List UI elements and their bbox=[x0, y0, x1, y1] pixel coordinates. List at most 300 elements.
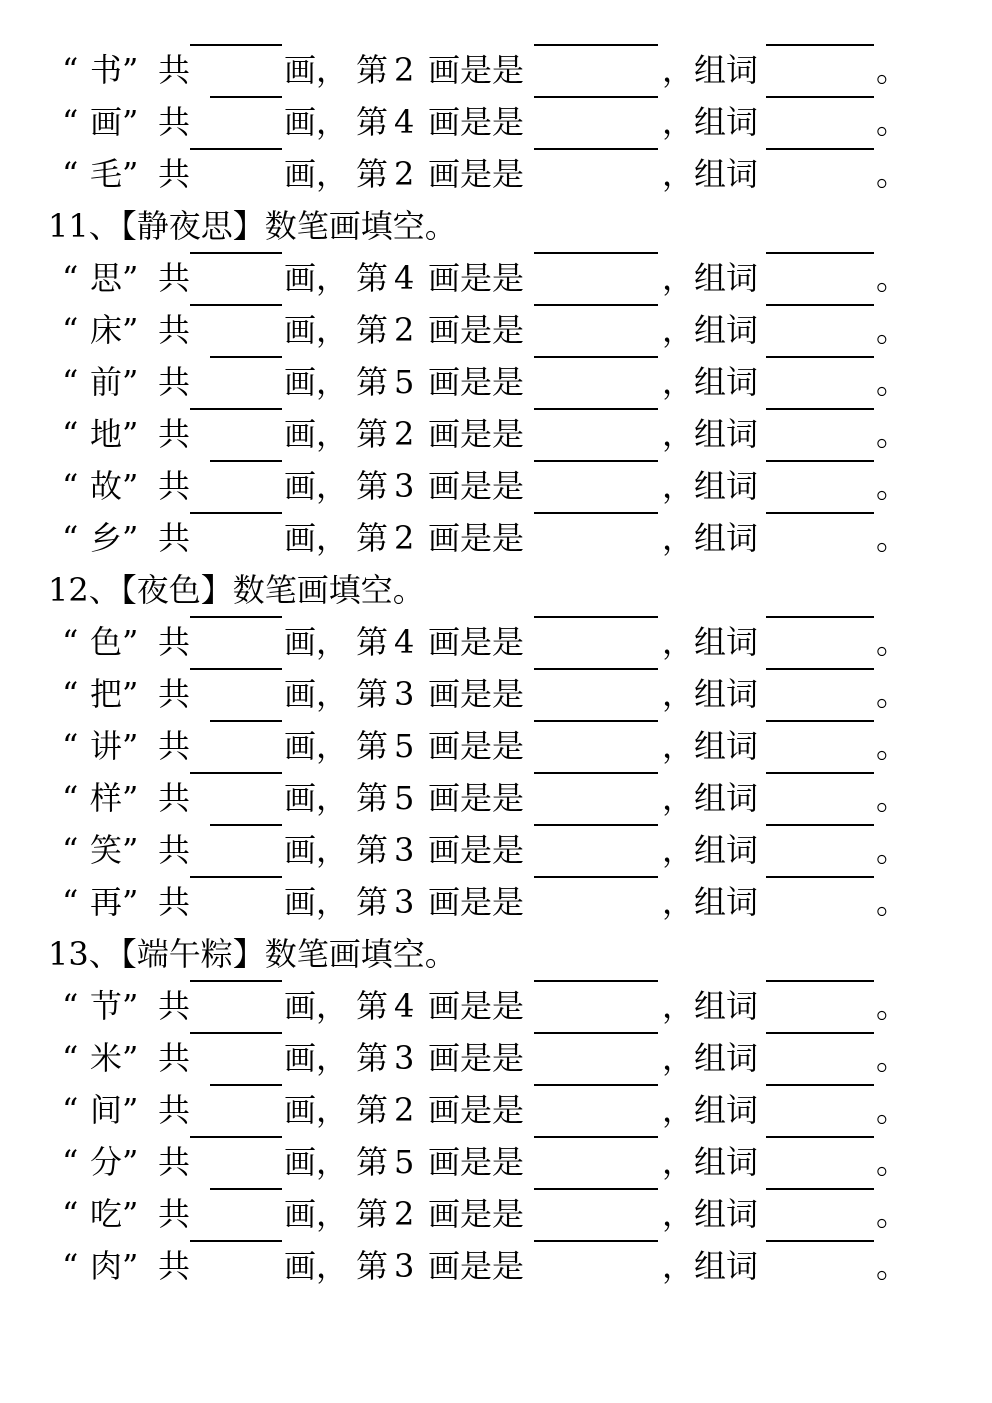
ordinal-prefix: 第 bbox=[356, 51, 389, 89]
ordinal-suffix: 画是是 bbox=[428, 1091, 525, 1129]
ordinal-suffix: 画是是 bbox=[428, 831, 525, 869]
stroke-number: 2 bbox=[394, 51, 415, 89]
end-mark: 。 bbox=[876, 415, 909, 453]
stroke-unit: 画， bbox=[284, 311, 349, 349]
total-label: 共 bbox=[158, 779, 191, 817]
open-quote: “ bbox=[62, 51, 79, 89]
ordinal-prefix: 第 bbox=[356, 987, 389, 1025]
target-character: 笑 bbox=[90, 831, 123, 869]
target-character: 肉 bbox=[90, 1247, 123, 1285]
stroke-name-blank[interactable] bbox=[534, 304, 658, 306]
stroke-name-blank[interactable] bbox=[534, 1188, 658, 1190]
word-label: ，组词 bbox=[662, 259, 759, 297]
stroke-number: 2 bbox=[394, 415, 415, 453]
stroke-name-blank[interactable] bbox=[534, 1032, 658, 1034]
stroke-name-blank[interactable] bbox=[534, 96, 658, 98]
word-label: ，组词 bbox=[662, 1091, 759, 1129]
stroke-number: 3 bbox=[394, 675, 415, 713]
stroke-count-blank[interactable] bbox=[190, 304, 282, 306]
ordinal-prefix: 第 bbox=[356, 1195, 389, 1233]
close-quote: ” bbox=[122, 831, 139, 869]
question-row bbox=[0, 460, 992, 512]
section-heading bbox=[0, 928, 992, 980]
word-label: ，组词 bbox=[662, 1039, 759, 1077]
question-row bbox=[0, 512, 992, 564]
word-blank[interactable] bbox=[766, 772, 874, 774]
word-blank[interactable] bbox=[766, 148, 874, 150]
question-row bbox=[0, 616, 992, 668]
ordinal-suffix: 画是是 bbox=[428, 363, 525, 401]
stroke-unit: 画， bbox=[284, 779, 349, 817]
stroke-name-blank[interactable] bbox=[534, 668, 658, 670]
total-label: 共 bbox=[158, 415, 191, 453]
ordinal-suffix: 画是是 bbox=[428, 519, 525, 557]
ordinal-suffix: 画是是 bbox=[428, 311, 525, 349]
word-blank[interactable] bbox=[766, 408, 874, 410]
stroke-name-blank[interactable] bbox=[534, 148, 658, 150]
word-blank[interactable] bbox=[766, 1188, 874, 1190]
open-quote: “ bbox=[62, 1039, 79, 1077]
word-blank[interactable] bbox=[766, 1136, 874, 1138]
target-character: 画 bbox=[90, 103, 123, 141]
stroke-unit: 画， bbox=[284, 51, 349, 89]
end-mark: 。 bbox=[876, 259, 909, 297]
ordinal-prefix: 第 bbox=[356, 467, 389, 505]
word-label: ，组词 bbox=[662, 103, 759, 141]
stroke-count-blank[interactable] bbox=[190, 980, 282, 982]
question-row bbox=[0, 44, 992, 96]
stroke-unit: 画， bbox=[284, 675, 349, 713]
stroke-count-blank[interactable] bbox=[190, 1136, 282, 1138]
question-row bbox=[0, 148, 992, 200]
target-character: 思 bbox=[90, 259, 123, 297]
ordinal-prefix: 第 bbox=[356, 155, 389, 193]
stroke-count-blank[interactable] bbox=[190, 772, 282, 774]
target-character: 前 bbox=[90, 363, 123, 401]
total-label: 共 bbox=[158, 1091, 191, 1129]
stroke-number: 5 bbox=[394, 779, 415, 817]
stroke-name-blank[interactable] bbox=[534, 356, 658, 358]
open-quote: “ bbox=[62, 623, 79, 661]
ordinal-suffix: 画是是 bbox=[428, 987, 525, 1025]
total-label: 共 bbox=[158, 1247, 191, 1285]
close-quote: ” bbox=[122, 363, 139, 401]
close-quote: ” bbox=[122, 883, 139, 921]
stroke-name-blank[interactable] bbox=[534, 824, 658, 826]
stroke-count-blank[interactable] bbox=[190, 1240, 282, 1242]
open-quote: “ bbox=[62, 779, 79, 817]
total-label: 共 bbox=[158, 51, 191, 89]
total-label: 共 bbox=[158, 1143, 191, 1181]
stroke-number: 2 bbox=[394, 155, 415, 193]
total-label: 共 bbox=[158, 259, 191, 297]
stroke-name-blank[interactable] bbox=[534, 512, 658, 514]
stroke-count-blank[interactable] bbox=[190, 252, 282, 254]
end-mark: 。 bbox=[876, 727, 909, 765]
stroke-name-blank[interactable] bbox=[534, 1084, 658, 1086]
close-quote: ” bbox=[122, 1091, 139, 1129]
target-character: 书 bbox=[90, 51, 123, 89]
word-label: ，组词 bbox=[662, 1143, 759, 1181]
stroke-unit: 画， bbox=[284, 467, 349, 505]
total-label: 共 bbox=[158, 519, 191, 557]
target-character: 地 bbox=[90, 415, 123, 453]
end-mark: 。 bbox=[876, 51, 909, 89]
close-quote: ” bbox=[122, 987, 139, 1025]
word-label: ，组词 bbox=[662, 1195, 759, 1233]
stroke-number: 3 bbox=[394, 883, 415, 921]
close-quote: ” bbox=[122, 259, 139, 297]
open-quote: “ bbox=[62, 363, 79, 401]
ordinal-suffix: 画是是 bbox=[428, 1247, 525, 1285]
stroke-number: 5 bbox=[394, 363, 415, 401]
ordinal-prefix: 第 bbox=[356, 779, 389, 817]
open-quote: “ bbox=[62, 675, 79, 713]
question-row bbox=[0, 1240, 992, 1292]
section-number: 11、 bbox=[48, 207, 121, 245]
close-quote: ” bbox=[122, 155, 139, 193]
total-label: 共 bbox=[158, 1039, 191, 1077]
section-instruction: 数笔画填空。 bbox=[232, 571, 425, 609]
stroke-count-blank[interactable] bbox=[210, 96, 282, 98]
close-quote: ” bbox=[122, 519, 139, 557]
word-label: ，组词 bbox=[662, 779, 759, 817]
ordinal-prefix: 第 bbox=[356, 311, 389, 349]
open-quote: “ bbox=[62, 467, 79, 505]
stroke-count-blank[interactable] bbox=[190, 512, 282, 514]
ordinal-prefix: 第 bbox=[356, 1091, 389, 1129]
stroke-name-blank[interactable] bbox=[534, 1240, 658, 1242]
section-title: 【静夜思】 bbox=[120, 207, 265, 245]
ordinal-prefix: 第 bbox=[356, 727, 389, 765]
target-character: 乡 bbox=[90, 519, 123, 557]
section-number: 13、 bbox=[48, 935, 121, 973]
ordinal-suffix: 画是是 bbox=[428, 259, 525, 297]
stroke-unit: 画， bbox=[284, 1039, 349, 1077]
close-quote: ” bbox=[122, 415, 139, 453]
stroke-name-blank[interactable] bbox=[534, 616, 658, 618]
total-label: 共 bbox=[158, 987, 191, 1025]
ordinal-prefix: 第 bbox=[356, 675, 389, 713]
end-mark: 。 bbox=[876, 311, 909, 349]
stroke-unit: 画， bbox=[284, 623, 349, 661]
section-number: 12、 bbox=[48, 571, 121, 609]
stroke-count-blank[interactable] bbox=[190, 408, 282, 410]
stroke-unit: 画， bbox=[284, 1143, 349, 1181]
word-label: ，组词 bbox=[662, 519, 759, 557]
stroke-unit: 画， bbox=[284, 363, 349, 401]
question-row bbox=[0, 824, 992, 876]
ordinal-suffix: 画是是 bbox=[428, 1195, 525, 1233]
end-mark: 。 bbox=[876, 675, 909, 713]
target-character: 节 bbox=[90, 987, 123, 1025]
target-character: 故 bbox=[90, 467, 123, 505]
end-mark: 。 bbox=[876, 1143, 909, 1181]
ordinal-suffix: 画是是 bbox=[428, 727, 525, 765]
ordinal-suffix: 画是是 bbox=[428, 467, 525, 505]
stroke-number: 3 bbox=[394, 1247, 415, 1285]
target-character: 把 bbox=[90, 675, 123, 713]
open-quote: “ bbox=[62, 1143, 79, 1181]
question-row bbox=[0, 876, 992, 928]
open-quote: “ bbox=[62, 155, 79, 193]
stroke-number: 5 bbox=[394, 1143, 415, 1181]
ordinal-prefix: 第 bbox=[356, 259, 389, 297]
stroke-name-blank[interactable] bbox=[534, 980, 658, 982]
target-character: 再 bbox=[90, 883, 123, 921]
stroke-count-blank[interactable] bbox=[210, 356, 282, 358]
stroke-number: 3 bbox=[394, 467, 415, 505]
section-title: 【夜色】 bbox=[120, 571, 233, 609]
total-label: 共 bbox=[158, 363, 191, 401]
stroke-number: 2 bbox=[394, 1195, 415, 1233]
ordinal-suffix: 画是是 bbox=[428, 675, 525, 713]
word-blank[interactable] bbox=[766, 96, 874, 98]
end-mark: 。 bbox=[876, 831, 909, 869]
ordinal-prefix: 第 bbox=[356, 363, 389, 401]
word-label: ，组词 bbox=[662, 51, 759, 89]
question-row bbox=[0, 720, 992, 772]
total-label: 共 bbox=[158, 1195, 191, 1233]
stroke-unit: 画， bbox=[284, 987, 349, 1025]
end-mark: 。 bbox=[876, 883, 909, 921]
word-label: ，组词 bbox=[662, 675, 759, 713]
word-blank[interactable] bbox=[766, 720, 874, 722]
ordinal-prefix: 第 bbox=[356, 1143, 389, 1181]
total-label: 共 bbox=[158, 831, 191, 869]
target-character: 米 bbox=[90, 1039, 123, 1077]
question-row bbox=[0, 1084, 992, 1136]
total-label: 共 bbox=[158, 467, 191, 505]
stroke-number: 4 bbox=[394, 259, 415, 297]
section-title: 【端午粽】 bbox=[120, 935, 265, 973]
question-row bbox=[0, 668, 992, 720]
stroke-unit: 画， bbox=[284, 155, 349, 193]
word-blank[interactable] bbox=[766, 304, 874, 306]
word-blank[interactable] bbox=[766, 460, 874, 462]
ordinal-suffix: 画是是 bbox=[428, 51, 525, 89]
word-label: ，组词 bbox=[662, 987, 759, 1025]
stroke-count-blank[interactable] bbox=[210, 1188, 282, 1190]
word-blank[interactable] bbox=[766, 1240, 874, 1242]
word-label: ，组词 bbox=[662, 155, 759, 193]
question-row bbox=[0, 304, 992, 356]
target-character: 样 bbox=[90, 779, 123, 817]
ordinal-prefix: 第 bbox=[356, 623, 389, 661]
question-row bbox=[0, 356, 992, 408]
stroke-unit: 画， bbox=[284, 259, 349, 297]
word-blank[interactable] bbox=[766, 824, 874, 826]
ordinal-prefix: 第 bbox=[356, 519, 389, 557]
stroke-unit: 画， bbox=[284, 1247, 349, 1285]
stroke-number: 3 bbox=[394, 831, 415, 869]
word-label: ，组词 bbox=[662, 363, 759, 401]
ordinal-suffix: 画是是 bbox=[428, 623, 525, 661]
question-row bbox=[0, 772, 992, 824]
total-label: 共 bbox=[158, 311, 191, 349]
section-heading bbox=[0, 200, 992, 252]
open-quote: “ bbox=[62, 259, 79, 297]
stroke-count-blank[interactable] bbox=[210, 460, 282, 462]
word-label: ，组词 bbox=[662, 311, 759, 349]
stroke-name-blank[interactable] bbox=[534, 408, 658, 410]
end-mark: 。 bbox=[876, 519, 909, 557]
stroke-count-blank[interactable] bbox=[190, 44, 282, 46]
stroke-name-blank[interactable] bbox=[534, 772, 658, 774]
section-instruction: 数笔画填空。 bbox=[264, 207, 457, 245]
word-blank[interactable] bbox=[766, 512, 874, 514]
total-label: 共 bbox=[158, 623, 191, 661]
target-character: 讲 bbox=[90, 727, 123, 765]
target-character: 毛 bbox=[90, 155, 123, 193]
stroke-unit: 画， bbox=[284, 519, 349, 557]
target-character: 分 bbox=[90, 1143, 123, 1181]
ordinal-prefix: 第 bbox=[356, 831, 389, 869]
close-quote: ” bbox=[122, 1143, 139, 1181]
stroke-count-blank[interactable] bbox=[210, 824, 282, 826]
open-quote: “ bbox=[62, 883, 79, 921]
close-quote: ” bbox=[122, 467, 139, 505]
stroke-count-blank[interactable] bbox=[190, 876, 282, 878]
stroke-number: 5 bbox=[394, 727, 415, 765]
word-label: ，组词 bbox=[662, 467, 759, 505]
question-row bbox=[0, 252, 992, 304]
ordinal-suffix: 画是是 bbox=[428, 1143, 525, 1181]
stroke-number: 3 bbox=[394, 1039, 415, 1077]
target-character: 吃 bbox=[90, 1195, 123, 1233]
stroke-name-blank[interactable] bbox=[534, 460, 658, 462]
target-character: 间 bbox=[90, 1091, 123, 1129]
ordinal-prefix: 第 bbox=[356, 103, 389, 141]
target-character: 色 bbox=[90, 623, 123, 661]
stroke-count-blank[interactable] bbox=[210, 1084, 282, 1086]
ordinal-suffix: 画是是 bbox=[428, 883, 525, 921]
stroke-unit: 画， bbox=[284, 727, 349, 765]
total-label: 共 bbox=[158, 103, 191, 141]
end-mark: 。 bbox=[876, 103, 909, 141]
close-quote: ” bbox=[122, 1195, 139, 1233]
word-label: ，组词 bbox=[662, 883, 759, 921]
question-row bbox=[0, 1188, 992, 1240]
ordinal-prefix: 第 bbox=[356, 415, 389, 453]
stroke-unit: 画， bbox=[284, 1195, 349, 1233]
word-label: ，组词 bbox=[662, 831, 759, 869]
word-blank[interactable] bbox=[766, 980, 874, 982]
end-mark: 。 bbox=[876, 1247, 909, 1285]
total-label: 共 bbox=[158, 675, 191, 713]
ordinal-suffix: 画是是 bbox=[428, 779, 525, 817]
word-label: ，组词 bbox=[662, 415, 759, 453]
stroke-unit: 画， bbox=[284, 415, 349, 453]
ordinal-suffix: 画是是 bbox=[428, 415, 525, 453]
end-mark: 。 bbox=[876, 779, 909, 817]
stroke-count-blank[interactable] bbox=[190, 1032, 282, 1034]
stroke-name-blank[interactable] bbox=[534, 252, 658, 254]
close-quote: ” bbox=[122, 727, 139, 765]
stroke-unit: 画， bbox=[284, 1091, 349, 1129]
stroke-number: 4 bbox=[394, 987, 415, 1025]
open-quote: “ bbox=[62, 1091, 79, 1129]
word-label: ，组词 bbox=[662, 623, 759, 661]
word-blank[interactable] bbox=[766, 44, 874, 46]
question-row bbox=[0, 96, 992, 148]
word-blank[interactable] bbox=[766, 876, 874, 878]
stroke-unit: 画， bbox=[284, 831, 349, 869]
word-blank[interactable] bbox=[766, 356, 874, 358]
stroke-count-blank[interactable] bbox=[190, 616, 282, 618]
stroke-number: 4 bbox=[394, 103, 415, 141]
end-mark: 。 bbox=[876, 1091, 909, 1129]
word-label: ，组词 bbox=[662, 1247, 759, 1285]
end-mark: 。 bbox=[876, 155, 909, 193]
word-blank[interactable] bbox=[766, 616, 874, 618]
close-quote: ” bbox=[122, 1247, 139, 1285]
stroke-count-blank[interactable] bbox=[190, 148, 282, 150]
stroke-name-blank[interactable] bbox=[534, 1136, 658, 1138]
word-label: ，组词 bbox=[662, 727, 759, 765]
open-quote: “ bbox=[62, 1247, 79, 1285]
target-character: 床 bbox=[90, 311, 123, 349]
stroke-number: 2 bbox=[394, 311, 415, 349]
open-quote: “ bbox=[62, 519, 79, 557]
open-quote: “ bbox=[62, 831, 79, 869]
question-row bbox=[0, 980, 992, 1032]
word-blank[interactable] bbox=[766, 668, 874, 670]
total-label: 共 bbox=[158, 727, 191, 765]
open-quote: “ bbox=[62, 727, 79, 765]
question-row bbox=[0, 408, 992, 460]
end-mark: 。 bbox=[876, 363, 909, 401]
end-mark: 。 bbox=[876, 1195, 909, 1233]
close-quote: ” bbox=[122, 1039, 139, 1077]
end-mark: 。 bbox=[876, 987, 909, 1025]
stroke-name-blank[interactable] bbox=[534, 44, 658, 46]
close-quote: ” bbox=[122, 311, 139, 349]
close-quote: ” bbox=[122, 779, 139, 817]
ordinal-suffix: 画是是 bbox=[428, 1039, 525, 1077]
worksheet bbox=[0, 44, 992, 1292]
close-quote: ” bbox=[122, 51, 139, 89]
open-quote: “ bbox=[62, 311, 79, 349]
end-mark: 。 bbox=[876, 1039, 909, 1077]
end-mark: 。 bbox=[876, 467, 909, 505]
stroke-number: 4 bbox=[394, 623, 415, 661]
ordinal-suffix: 画是是 bbox=[428, 103, 525, 141]
question-row bbox=[0, 1136, 992, 1188]
question-row bbox=[0, 1032, 992, 1084]
stroke-unit: 画， bbox=[284, 883, 349, 921]
close-quote: ” bbox=[122, 623, 139, 661]
stroke-name-blank[interactable] bbox=[534, 720, 658, 722]
close-quote: ” bbox=[122, 675, 139, 713]
word-blank[interactable] bbox=[766, 252, 874, 254]
stroke-unit: 画， bbox=[284, 103, 349, 141]
open-quote: “ bbox=[62, 987, 79, 1025]
stroke-number: 2 bbox=[394, 519, 415, 557]
ordinal-prefix: 第 bbox=[356, 883, 389, 921]
open-quote: “ bbox=[62, 415, 79, 453]
word-blank[interactable] bbox=[766, 1032, 874, 1034]
stroke-count-blank[interactable] bbox=[210, 720, 282, 722]
section-instruction: 数笔画填空。 bbox=[264, 935, 457, 973]
stroke-name-blank[interactable] bbox=[534, 876, 658, 878]
section-heading bbox=[0, 564, 992, 616]
stroke-number: 2 bbox=[394, 1091, 415, 1129]
stroke-count-blank[interactable] bbox=[190, 668, 282, 670]
word-blank[interactable] bbox=[766, 1084, 874, 1086]
total-label: 共 bbox=[158, 155, 191, 193]
end-mark: 。 bbox=[876, 623, 909, 661]
